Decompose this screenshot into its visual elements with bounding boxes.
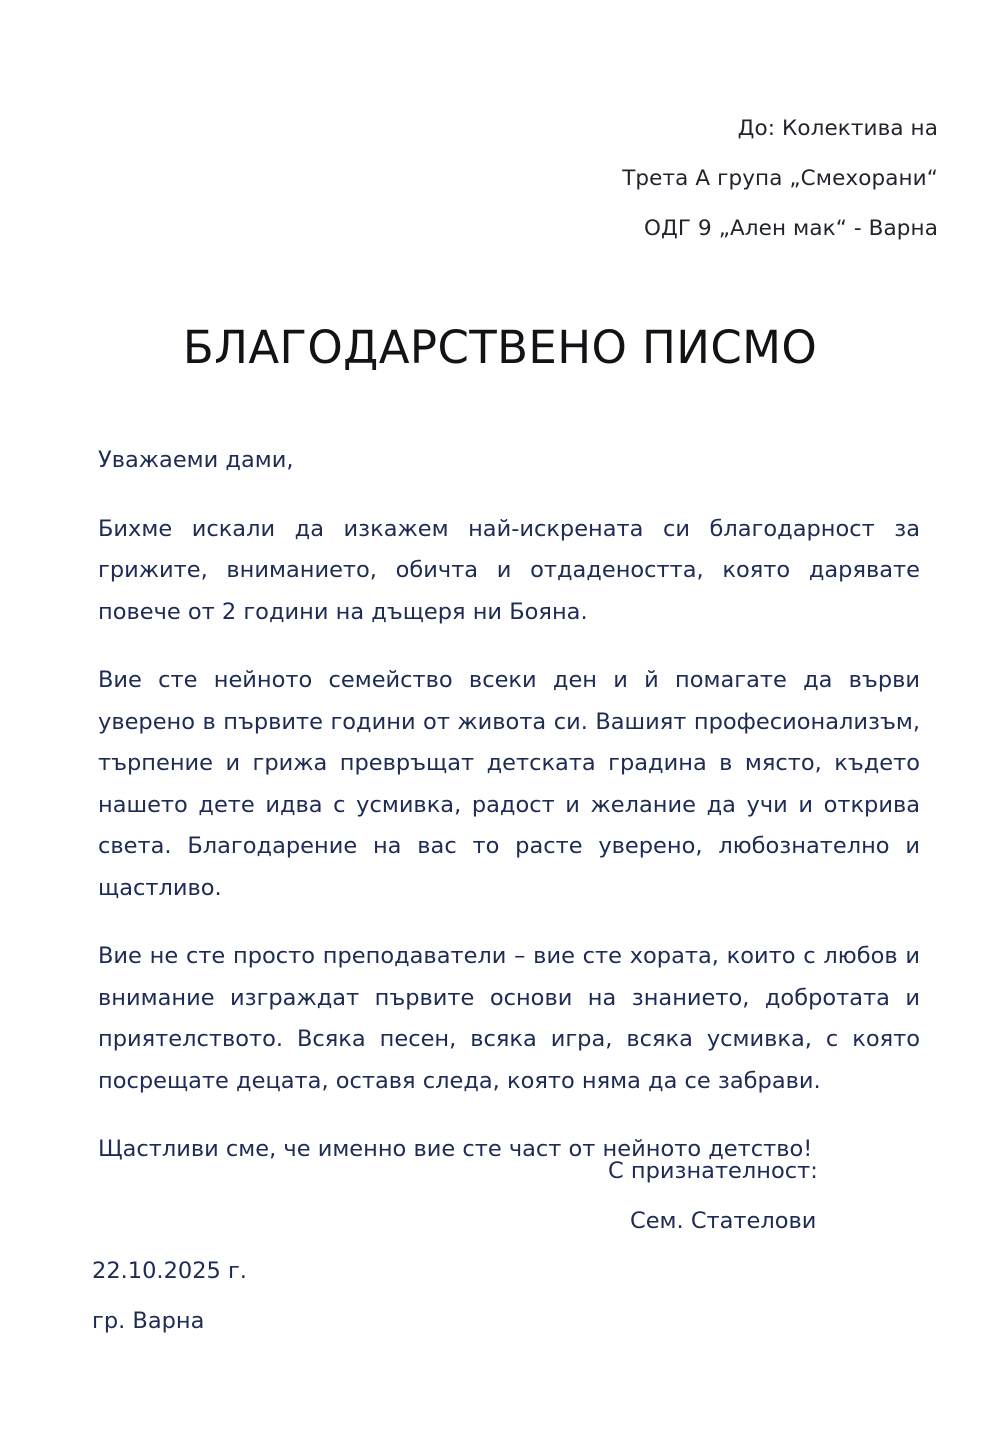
letter-body	[98, 440, 920, 1171]
salutation: Уважаеми дами,	[98, 447, 294, 473]
paragraph-3: Вие не сте просто преподаватели – вие сте хората, които с любов и внимание изграждат първите основи на знанието, добротата и приятелството. Всяка песен, всяка игра, всяка усмивка, с която посрещате децата, оставя следа, която няма да се забрави.	[98, 943, 920, 1094]
paragraph-2: Вие сте нейното семейство всеки ден и й помагате да върви уверено в първите години от живота си. Вашият професионализъм, търпение и грижа превръщат детската градина в място, където нашето дете идва с усмивка, радост и желание да учи и открива света. Благодарение на вас то расте уверено, любознателно и щастливо.	[98, 667, 920, 901]
paragraph-4: Щастливи сме, че именно вие сте част от нейното детство!	[98, 1136, 813, 1162]
document-date: 22.10.2025 г.	[92, 1258, 247, 1284]
signature-block	[608, 1146, 938, 1246]
addressee-block	[378, 104, 938, 254]
date-place-block	[92, 1246, 492, 1346]
signature-closing: С признателност:	[608, 1158, 818, 1184]
addressee-line-2: Трета А група „Смехорани“	[622, 166, 938, 191]
addressee-line-1: До: Колектива на	[737, 116, 938, 141]
page-title: БЛАГОДАРСТВЕНО ПИСМО	[182, 321, 818, 375]
addressee-line-3: ОДГ 9 „Ален мак“ - Варна	[643, 216, 938, 241]
paragraph-1: Бихме искали да изкажем най-искрената си благодарност за грижите, вниманието, обичта и отдадеността, която дарявате повече от 2 години на дъщеря ни Бояна.	[98, 515, 920, 625]
signature-name: Сем. Стателови	[630, 1208, 817, 1234]
document-place: гр. Варна	[92, 1308, 205, 1334]
